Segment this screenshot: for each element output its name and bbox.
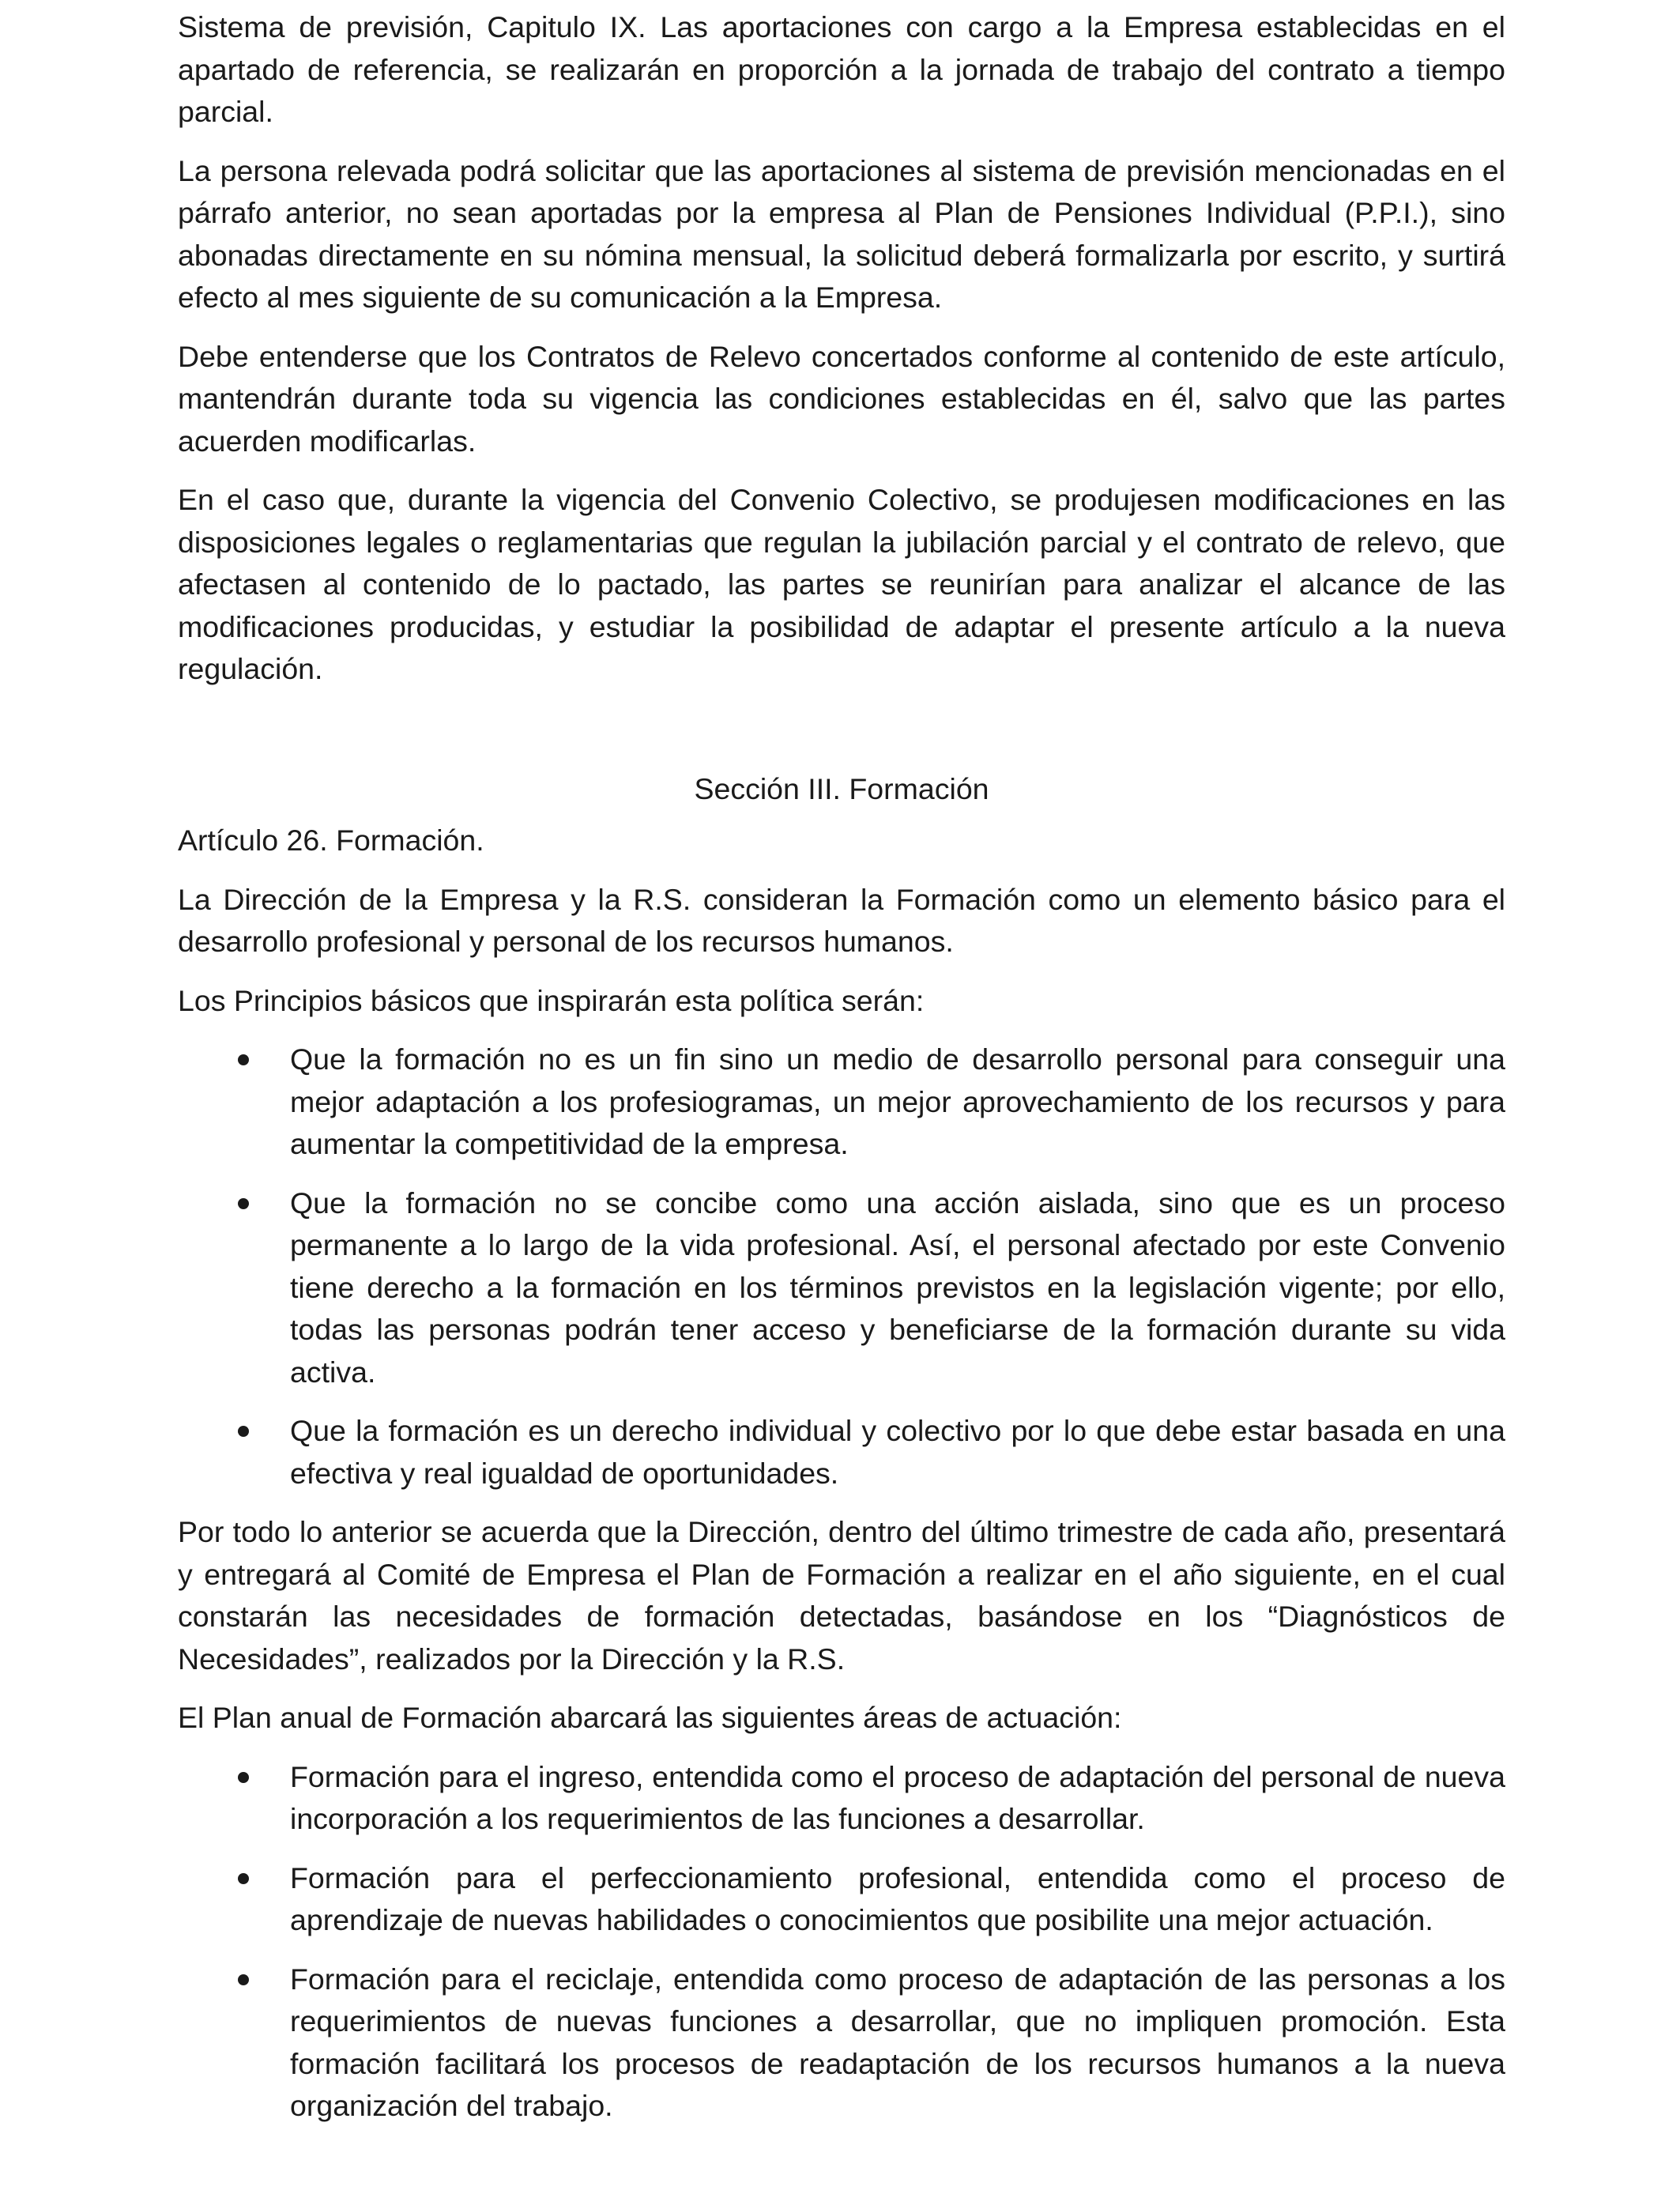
paragraph-plan-formacion: Por todo lo anterior se acuerda que la Dirección, dentro del último trimestre de cada año, presentará y entregará al Comité de Empresa el Plan de Formación a realizar en el año siguiente, en el cual constarán las necesidades de formación detectadas, basándose en los “Diagnósticos de Necesidades”, realizados por la Dirección y la R.S. [178,1515,1505,1676]
paragraph-persona-relevada: La persona relevada podrá solicitar que las aportaciones al sistema de previsión mencionadas en el párrafo anterior, no sean aportadas por la empresa al Plan de Pensiones Individual (P.P.I.), sino abonadas directamente en su nómina mensual, la solicitud deberá formalizarla por escrito, y surtirá efecto al mes siguiente de su comunicación a la Empresa. [178,153,1505,314]
bullet-icon [238,1054,249,1065]
bullet-icon [238,1426,249,1437]
list-item [178,1756,1505,1841]
areas-list [178,1756,1505,2128]
bullet-icon [238,1772,249,1783]
section-heading: Sección III. Formación [694,771,989,805]
list-item-text: Formación para el reciclaje, entendida como proceso de adaptación de las personas a los requerimientos de nuevas funciones a desarrollar, que no impliquen promoción. Esta formación facilitará los procesos de readaptación de los recursos humanos a la nueva organización del trabajo. [290,1962,1505,2122]
bullet-icon [238,1974,249,1985]
paragraph-areas-actuacion: El Plan anual de Formación abarcará las siguientes áreas de actuación: [178,1701,1122,1734]
principles-list [178,1039,1505,1495]
bullet-icon [238,1198,249,1209]
list-item-text: Que la formación no es un fin sino un medio de desarrollo personal para conseguir una mejor adaptación a los profesiogramas, un mejor aprovechamiento de los recursos y para aumentar la competitividad de la empresa. [290,1042,1505,1160]
article-heading: Artículo 26. Formación. [178,824,484,857]
paragraph-prevision: Sistema de previsión, Capitulo IX. Las aportaciones con cargo a la Empresa establecidas en el apartado de referencia, se realizarán en proporción a la jornada de trabajo del contrato a tiempo parcial. [178,10,1505,128]
list-item [178,1410,1505,1495]
paragraph-modificaciones: En el caso que, durante la vigencia del Convenio Colectivo, se produjesen modificaciones en las disposiciones legales o reglamentarias que regulan la jubilación parcial y el contrato de relevo, que afectasen al contenido de lo pactado, las partes se reunirían para analizar el alcance de las modificaciones producidas, y estudiar la posibilidad de adaptar el presente artículo a la nueva regulación. [178,483,1505,685]
list-item [178,1182,1505,1394]
list-item [178,1857,1505,1942]
list-item [178,1039,1505,1166]
list-item-text: Que la formación es un derecho individual y colectivo por lo que debe estar basada en una efectiva y real igualdad de oportunidades. [290,1414,1505,1490]
list-item-text: Que la formación no se concibe como una acción aislada, sino que es un proceso permanente a lo largo de la vida profesional. Así, el personal afectado por este Convenio tiene derecho a la formación en los términos previstos en la legislación vigente; por ello, todas las personas podrán tener acceso y beneficiarse de la formación durante su vida activa. [290,1186,1505,1389]
list-item-text: Formación para el perfeccionamiento profesional, entendida como el proceso de aprendizaje de nuevas habilidades o conocimientos que posibilite una mejor actuación. [290,1860,1505,1936]
bullet-icon [238,1873,249,1884]
document-page [178,6,1505,2144]
paragraph-direccion-rs: La Dirección de la Empresa y la R.S. consideran la Formación como un elemento básico para el desarrollo profesional y personal de los recursos humanos. [178,882,1505,958]
paragraph-principios: Los Principios básicos que inspirarán esta política serán: [178,983,925,1017]
list-item [178,1958,1505,2128]
list-item-text: Formación para el ingreso, entendida como el proceso de adaptación del personal de nueva incorporación a los requerimientos de las funciones a desarrollar. [290,1759,1505,1835]
paragraph-contratos-relevo: Debe entenderse que los Contratos de Relevo concertados conforme al contenido de este artículo, mantendrán durante toda su vigencia las condiciones establecidas en él, salvo que las partes acuerden modificarlas. [178,339,1505,458]
